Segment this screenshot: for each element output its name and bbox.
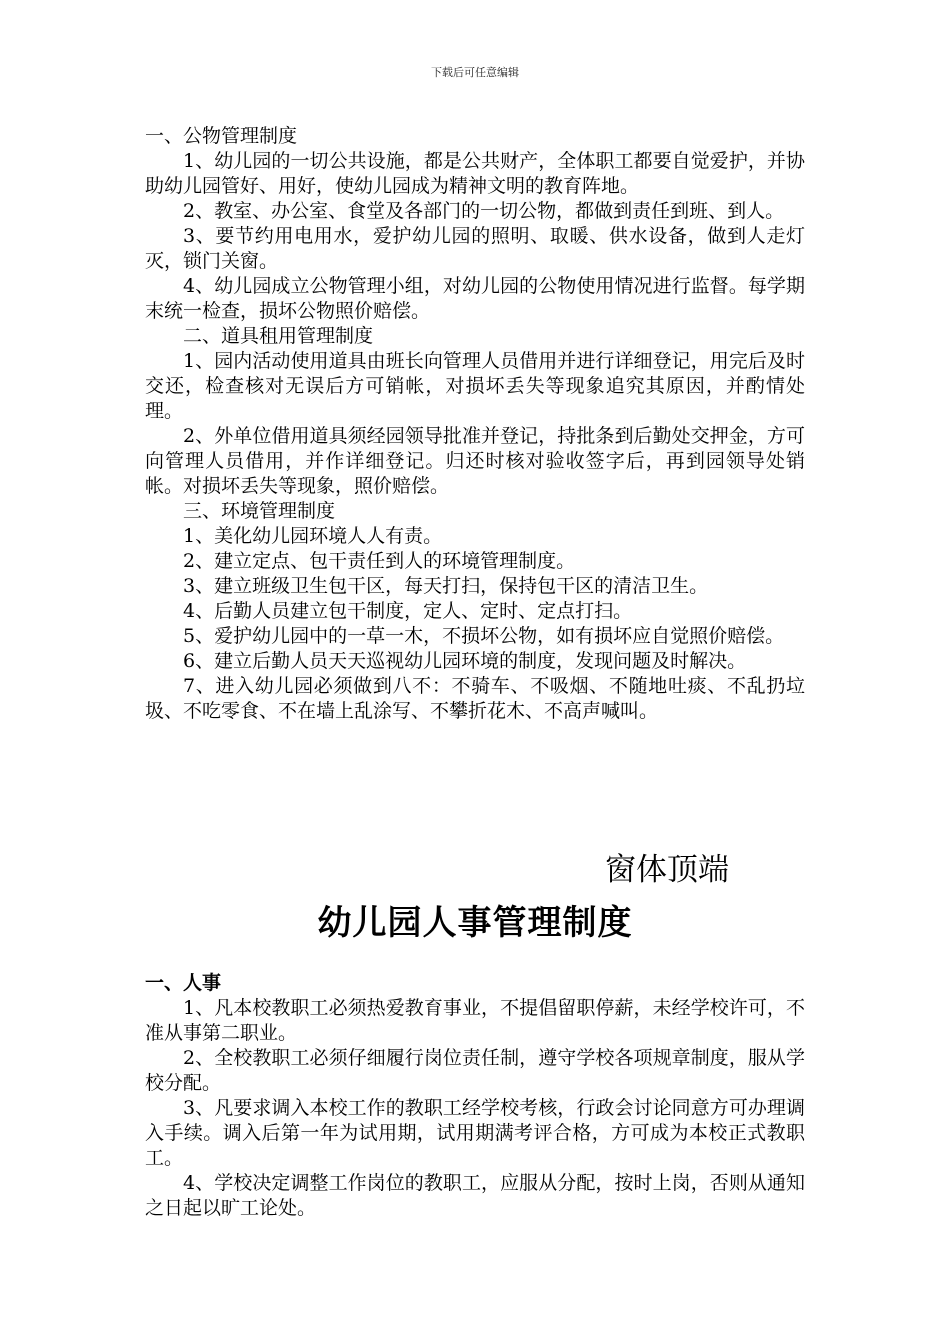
paragraph: 3、凡要求调入本校工作的教职工经学校考核，行政会讨论同意方可办理调入手续。调入后第一年为试用期，试用期满考评合格，方可成为本校正式教职工。 (145, 1097, 805, 1169)
section-heading-public-property: 一、公物管理制度 (145, 125, 298, 147)
paragraph: 5、爱护幼儿园中的一草一木，不损坏公物，如有损坏应自觉照价赔偿。 (183, 625, 785, 647)
section-heading-environment: 三、环境管理制度 (183, 500, 336, 522)
paragraph: 3、要节约用电用水，爱护幼儿园的照明、取暖、供水设备，做到人走灯灭，锁门关窗。 (145, 225, 805, 272)
paragraph: 6、建立后勤人员天天巡视幼儿园环境的制度，发现问题及时解决。 (183, 650, 747, 672)
paragraph: 2、外单位借用道具须经园领导批准并登记，持批条到后勤处交押金，方可向管理人员借用，并作详细登记。归还时核对验收签字后，再到园领导处销帐。对损坏丢失等现象，照价赔偿。 (145, 425, 805, 497)
section-heading-personnel: 一、人事 (145, 972, 222, 994)
paragraph: 2、教室、办公室、食堂及各部门的一切公物，都做到责任到班、到人。 (183, 200, 785, 222)
paragraph: 1、幼儿园的一切公共设施，都是公共财产，全体职工都要自觉爱护，并协助幼儿园管好、用好，使幼儿园成为精神文明的教育阵地。 (145, 150, 805, 197)
paragraph: 1、美化幼儿园环境人人有责。 (183, 525, 443, 547)
section-heading-props-rental: 二、道具租用管理制度 (183, 325, 374, 347)
paragraph: 3、建立班级卫生包干区，每天打扫，保持包干区的清洁卫生。 (183, 575, 709, 597)
paragraph: 4、学校决定调整工作岗位的教职工，应服从分配，按时上岗，否则从通知之日起以旷工论处。 (145, 1172, 805, 1219)
document-body (145, 124, 805, 724)
document-title: 幼儿园人事管理制度 (317, 903, 633, 943)
paragraph: 4、幼儿园成立公物管理小组，对幼儿园的公物使用情况进行监督。每学期末统一检查，损坏公物照价赔偿。 (145, 275, 805, 322)
paragraph: 7、进入幼儿园必须做到八不：不骑车、不吸烟、不随地吐痰、不乱扔垃圾、不吃零食、不在墙上乱涂写、不攀折花木、不高声喊叫。 (145, 675, 805, 722)
page-header-note: 下载后可任意编辑 (431, 66, 519, 79)
paragraph: 1、园内活动使用道具由班长向管理人员借用并进行详细登记，用完后及时交还，检查核对无误后方可销帐，对损坏丢失等现象追究其原因，并酌情处理。 (145, 350, 805, 422)
paragraph: 2、建立定点、包干责任到人的环境管理制度。 (183, 550, 576, 572)
personnel-section (145, 971, 805, 1221)
paragraph: 1、凡本校教职工必须热爱教育事业，不提倡留职停薪，未经学校许可，不准从事第二职业。 (145, 997, 805, 1044)
form-top-label: 窗体顶端 (605, 852, 729, 888)
paragraph: 4、后勤人员建立包干制度，定人、定时、定点打扫。 (183, 600, 633, 622)
paragraph: 2、全校教职工必须仔细履行岗位责任制，遵守学校各项规章制度，服从学校分配。 (145, 1047, 805, 1094)
